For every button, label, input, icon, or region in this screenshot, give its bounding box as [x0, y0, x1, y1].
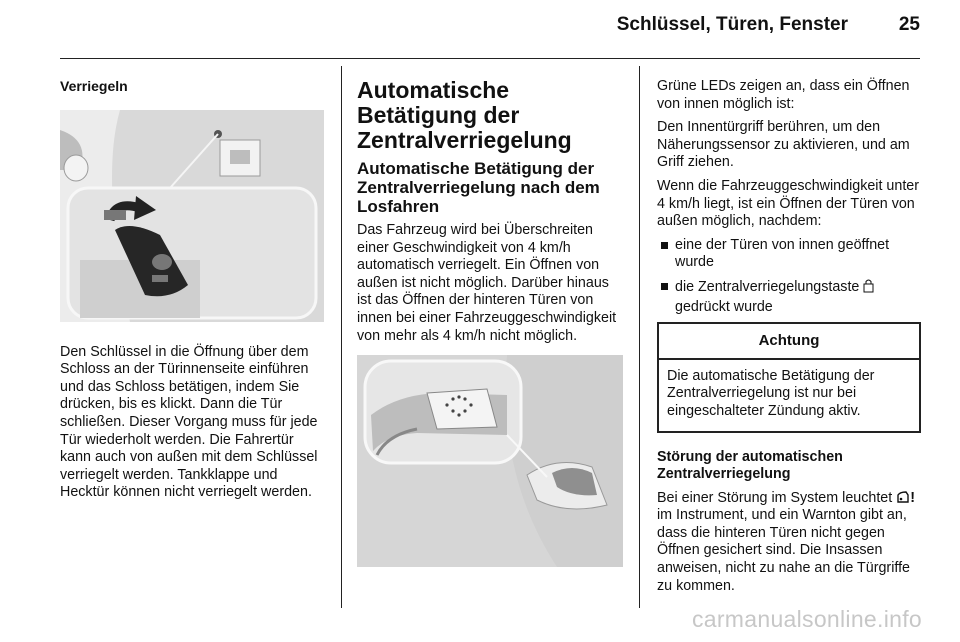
list-item: eine der Türen von innen geöffnet wurde	[657, 237, 921, 272]
condition-list	[657, 237, 921, 316]
fault-heading: Störung der automatischen Zentralverriegelung	[657, 448, 843, 483]
door-handle-illustration	[357, 355, 623, 567]
column-divider-1	[341, 66, 342, 608]
notice-title: Achtung	[659, 324, 919, 360]
header-title: Schlüssel, Türen, Fenster	[616, 14, 848, 35]
auto-lock-paragraph: Das Fahrzeug wird bei Überschreiten einer Geschwindigkeit von 4 km/h automatisch verriegelt. Ein Öffnen von außen ist nicht möglich. Darüber hinaus ist das Öffnen der hinteren Türen von innen bei einer Fahrzeuggeschwindigkeit von mehr als 4 km/h nicht möglich.	[357, 222, 617, 344]
list-item: die Zentralverriegelungstaste gedrückt wurde	[657, 278, 921, 316]
subheading-after-driving-off: Automatische Betätigung der Zentralverriegelung nach dem Losfahren	[357, 159, 600, 216]
key-lock-illustration	[60, 110, 324, 322]
green-led-paragraph: Grüne LEDs zeigen an, dass ein Öffnen von innen möglich ist:	[657, 78, 910, 112]
column-2	[357, 78, 623, 567]
column-divider-2	[639, 66, 640, 608]
section-heading-auto-central-locking: Automatische Betätigung der Zentralverriegelung	[357, 77, 572, 153]
door-open-warning-icon	[896, 490, 910, 506]
watermark: carmanualsonline.info	[691, 606, 922, 632]
speed-condition-paragraph: Wenn die Fahrzeuggeschwindigkeit unter 4 km/h liegt, ist ein Öffnen der Türen von außen möglich, nachdem:	[657, 177, 920, 230]
inner-handle-paragraph: Den Innentürgriff berühren, um den Näherungssensor zu aktivieren, und am Griff ziehen.	[657, 119, 910, 171]
notice-box	[657, 322, 921, 432]
fault-paragraph: Bei einer Störung im System leuchtet ! im Instrument, und ein Warnton gibt an, dass die hinteren Türen nicht gegen Öffnen gesichert sind. Die Insassen anweisen, nicht zu nahe an die Türgriffe zu kommen.	[657, 489, 915, 594]
central-lock-button-icon	[863, 278, 874, 299]
page-number: 25	[898, 14, 920, 35]
bullet-square-icon	[661, 242, 668, 249]
notice-body: Die automatische Betätigung der Zentralverriegelung ist nur bei eingeschalteter Zündung aktiv.	[667, 367, 875, 419]
verriegeln-paragraph: Den Schlüssel in die Öffnung über dem Schloss an der Türinnenseite einführen und das Schloss betätigen, indem Sie drücken, bis es klickt. Dann die Tür schließen. Dieser Vorgang muss für jede Tür wiederholt werden. Die Fahrertür kann auch von außen mit dem Schlüssel verriegelt werden. Tankklappe und Hecktür können nicht verriegelt werden.	[60, 343, 318, 501]
header-divider	[60, 58, 920, 59]
section-heading-verriegeln: Verriegeln	[60, 78, 128, 94]
column-3	[657, 78, 921, 601]
column-1	[60, 78, 324, 508]
bullet-square-icon	[661, 283, 668, 290]
